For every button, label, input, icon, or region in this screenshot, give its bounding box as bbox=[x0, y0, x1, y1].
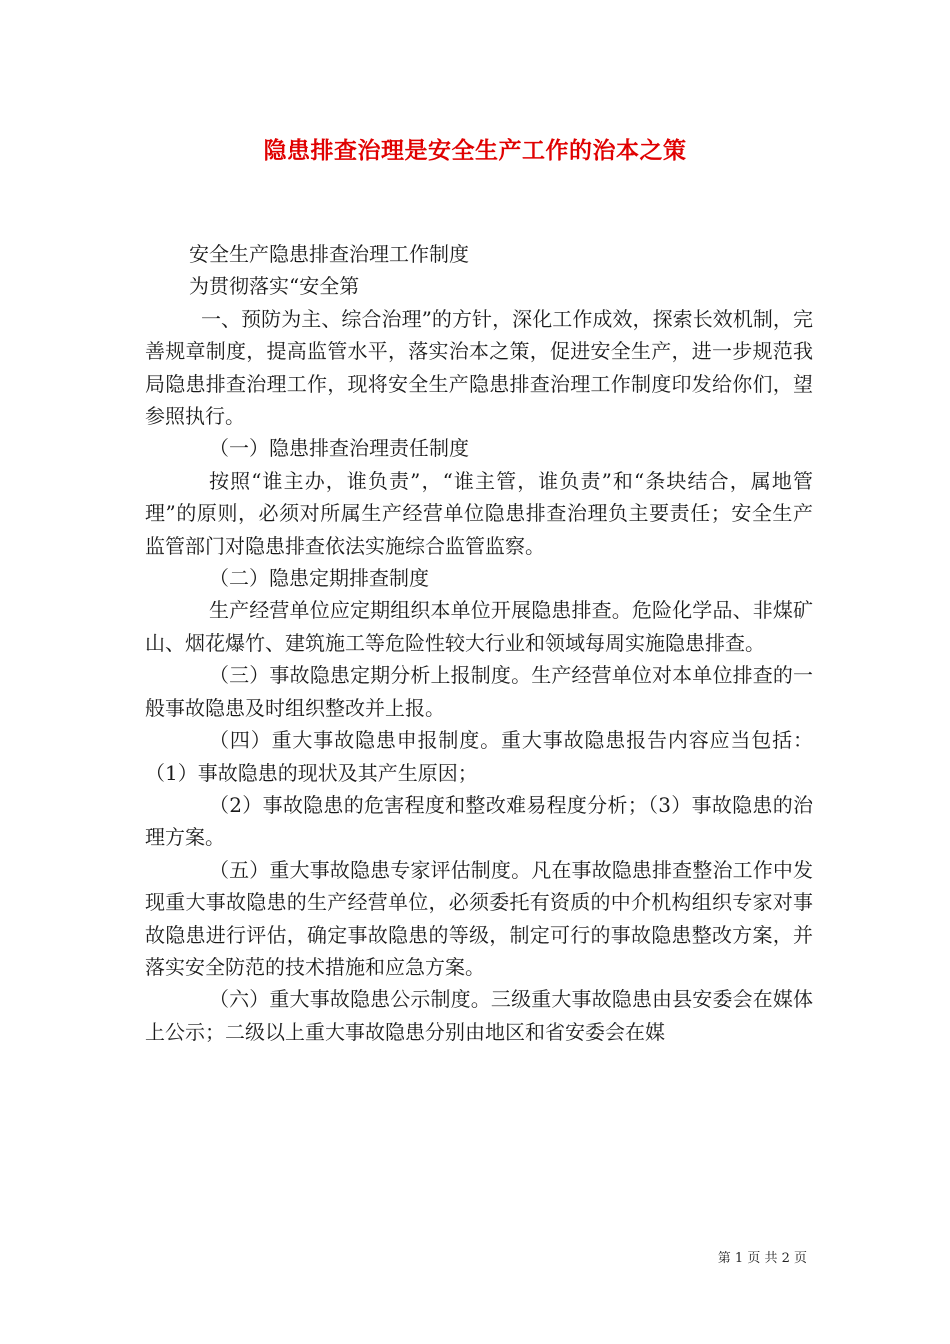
paragraph: 按照“谁主办，谁负责”，“谁主管，谁负责”和“条块结合，属地管理”的原则，必须对所属生产经营单位隐患排查治理负主要责任；安全生产监管部门对隐患排查依法实施综合监管监察。 bbox=[145, 468, 813, 558]
paragraph-subtitle: 安全生产隐患排查治理工作制度 bbox=[189, 242, 469, 266]
section-heading: （二）隐患定期排查制度 bbox=[209, 566, 429, 591]
paragraph: （五）重大事故隐患专家评估制度。凡在事故隐患排查整治工作中发现重大事故隐患的生产经营单位，必须委托有资质的中介机构组织专家对事故隐患进行评估，确定事故隐患的等级，制定可行的事故隐患整改方案，并落实安全防范的技术措施和应急方案。 bbox=[145, 857, 813, 979]
section-heading: （一）隐患排查治理责任制度 bbox=[209, 436, 469, 461]
page-number: 第 1 页 共 2 页 bbox=[717, 1251, 807, 1266]
document-body bbox=[145, 238, 813, 1048]
document-title: 隐患排查治理是安全生产工作的治本之策 bbox=[263, 137, 687, 164]
paragraph: （四）重大事故隐患申报制度。重大事故隐患报告内容应当包括：（1）事故隐患的现状及其产生原因； bbox=[145, 728, 813, 785]
paragraph: 一、预防为主、综合治理”的方针，深化工作成效，探索长效机制，完善规章制度，提高监管水平，落实治本之策，促进安全生产，进一步规范我局隐患排查治理工作，现将安全生产隐患排查治理工作制度印发给你们，望参照执行。 bbox=[145, 306, 813, 429]
paragraph: 为贯彻落实“安全第 bbox=[189, 274, 360, 299]
paragraph: （2）事故隐患的危害程度和整改难易程度分析；（3）事故隐患的治理方案。 bbox=[145, 792, 813, 850]
paragraph: （六）重大事故隐患公示制度。三级重大事故隐患由县安委会在媒体上公示；二级以上重大事故隐患分别由地区和省安委会在媒 bbox=[145, 987, 813, 1044]
paragraph: （三）事故隐患定期分析上报制度。生产经营单位对本单位排查的一般事故隐患及时组织整改并上报。 bbox=[145, 663, 813, 720]
paragraph: 生产经营单位应定期组织本单位开展隐患排查。危险化学品、非煤矿山、烟花爆竹、建筑施工等危险性较大行业和领域每周实施隐患排查。 bbox=[145, 598, 813, 655]
